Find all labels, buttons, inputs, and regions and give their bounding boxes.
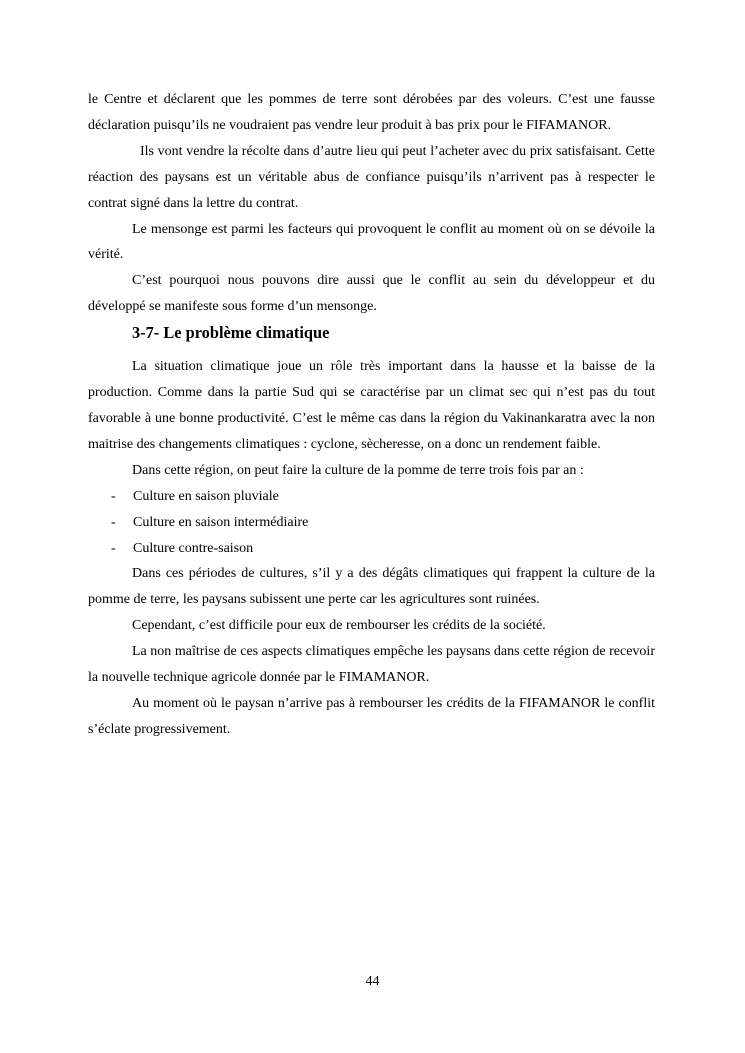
paragraph: C’est pourquoi nous pouvons dire aussi que le conflit au sein du développeur et du développé se manifeste sous forme d’un mensonge. xyxy=(88,273,655,315)
paragraph: le Centre et déclarent que les pommes de terre sont dérobées par des voleurs. C’est une fausse déclaration puisqu’ils ne voudraient pas vendre leur produit à bas prix pour le FIFAMANOR. xyxy=(88,92,655,133)
paragraph: Cependant, c’est difficile pour eux de rembourser les crédits de la société. xyxy=(132,618,546,634)
list-dash: - xyxy=(111,540,116,556)
list-dash: - xyxy=(111,488,116,504)
list-item xyxy=(88,510,655,536)
paragraph: Le mensonge est parmi les facteurs qui provoquent le conflit au moment où on se dévoile la vérité. xyxy=(88,221,655,263)
paragraph: La situation climatique joue un rôle très important dans la hausse et la baisse de la production. Comme dans la partie Sud qui se caractérise par un climat sec qui n’est pas du tout favorable à une bonne productivité. C’est le même cas dans la région du Vakinankaratra avec la non maitrise des changements climatiques : cyclone, sècheresse, on a donc un rendement faible. xyxy=(88,359,655,452)
list-item-text: Culture contre-saison xyxy=(133,540,254,556)
list-dash: - xyxy=(111,514,116,530)
section-heading: 3-7- Le problème climatique xyxy=(132,323,330,343)
culture-list xyxy=(88,484,655,562)
paragraph: Ils vont vendre la récolte dans d’autre lieu qui peut l’acheter avec du prix satisfaisant. Cette réaction des paysans est un véritable abus de confiance puisqu’ils n’arrivent pas à respecter le contrat signé dans la lettre du contrat. xyxy=(88,143,655,211)
paragraph: Au moment où le paysan n’arrive pas à rembourser les crédits de la FIFAMANOR le conflit s’éclate progressivement. xyxy=(88,695,655,737)
document-body xyxy=(88,87,655,743)
paragraph: Dans ces périodes de cultures, s’il y a des dégâts climatiques qui frappent la culture de la pomme de terre, les paysans subissent une perte car les agricultures sont ruinées. xyxy=(88,566,655,608)
list-item-text: Culture en saison intermédiaire xyxy=(133,514,309,530)
paragraph: Dans cette région, on peut faire la culture de la pomme de terre trois fois par an : xyxy=(132,462,584,478)
paragraph: La non maîtrise de ces aspects climatiques empêche les paysans dans cette région de recevoir la nouvelle technique agricole donnée par le FIMAMANOR. xyxy=(88,644,655,686)
list-item xyxy=(88,484,655,510)
list-item-text: Culture en saison pluviale xyxy=(133,488,279,504)
list-item xyxy=(88,536,655,562)
page-number: 44 xyxy=(365,974,380,989)
